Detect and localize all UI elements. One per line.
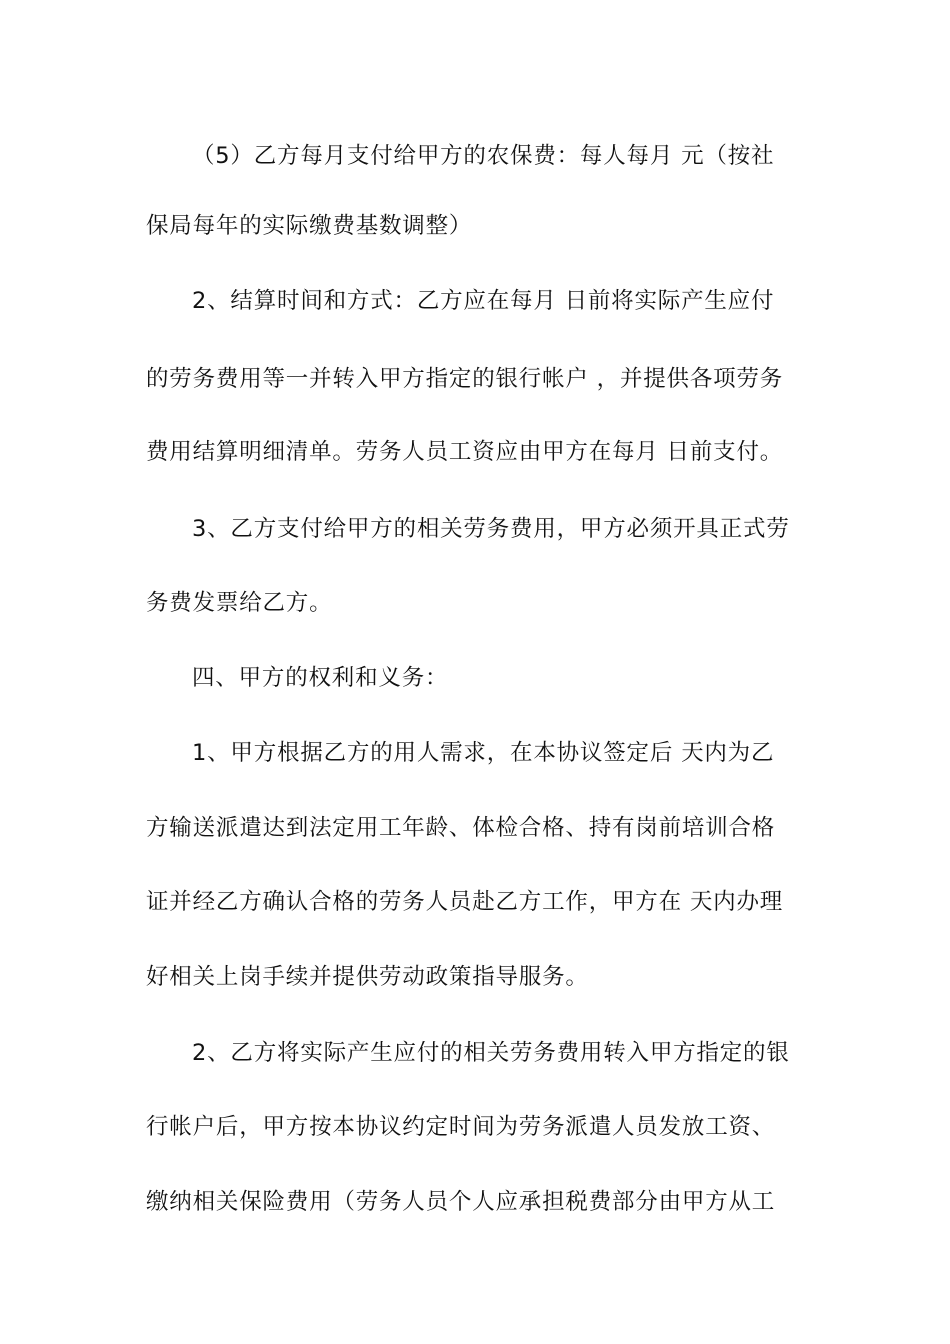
paragraph-invoice-line-1: 3、乙方支付给甲方的相关劳务费用，甲方必须开具正式劳 bbox=[192, 516, 790, 542]
paragraph-dispatch-line-1: 1、甲方根据乙方的用人需求，在本协议签定后 天内为乙 bbox=[192, 740, 775, 766]
paragraph-payroll-line-1: 2、乙方将实际产生应付的相关劳务费用转入甲方指定的银 bbox=[192, 1040, 790, 1066]
paragraph-dispatch-line-2: 方输送派遣达到法定用工年龄、体检合格、持有岗前培训合格 bbox=[146, 815, 776, 841]
paragraph-dispatch-line-4: 好相关上岗手续并提供劳动政策指导服务。 bbox=[146, 964, 589, 990]
section-heading-party-a-rights: 四、甲方的权利和义务： bbox=[192, 665, 449, 691]
paragraph-invoice-line-2: 务费发票给乙方。 bbox=[146, 590, 333, 616]
paragraph-payroll-line-2: 行帐户后，甲方按本协议约定时间为劳务派遣人员发放工资、 bbox=[146, 1114, 776, 1140]
paragraph-dispatch-line-3: 证并经乙方确认合格的劳务人员赴乙方工作，甲方在 天内办理 bbox=[146, 889, 784, 915]
paragraph-settlement-line-3: 费用结算明细清单。劳务人员工资应由甲方在每月 日前支付。 bbox=[146, 439, 784, 465]
paragraph-5-farm-insurance-line-1: （5）乙方每月支付给甲方的农保费：每人每月 元（按社 bbox=[192, 143, 775, 169]
paragraph-payroll-line-3: 缴纳相关保险费用（劳务人员个人应承担税费部分由甲方从工 bbox=[146, 1189, 776, 1215]
paragraph-settlement-line-1: 2、结算时间和方式：乙方应在每月 日前将实际产生应付 bbox=[192, 288, 775, 314]
paragraph-settlement-line-2: 的劳务费用等一并转入甲方指定的银行帐户 ，并提供各项劳务 bbox=[146, 366, 784, 392]
paragraph-5-farm-insurance-line-2: 保局每年的实际缴费基数调整） bbox=[146, 213, 473, 239]
